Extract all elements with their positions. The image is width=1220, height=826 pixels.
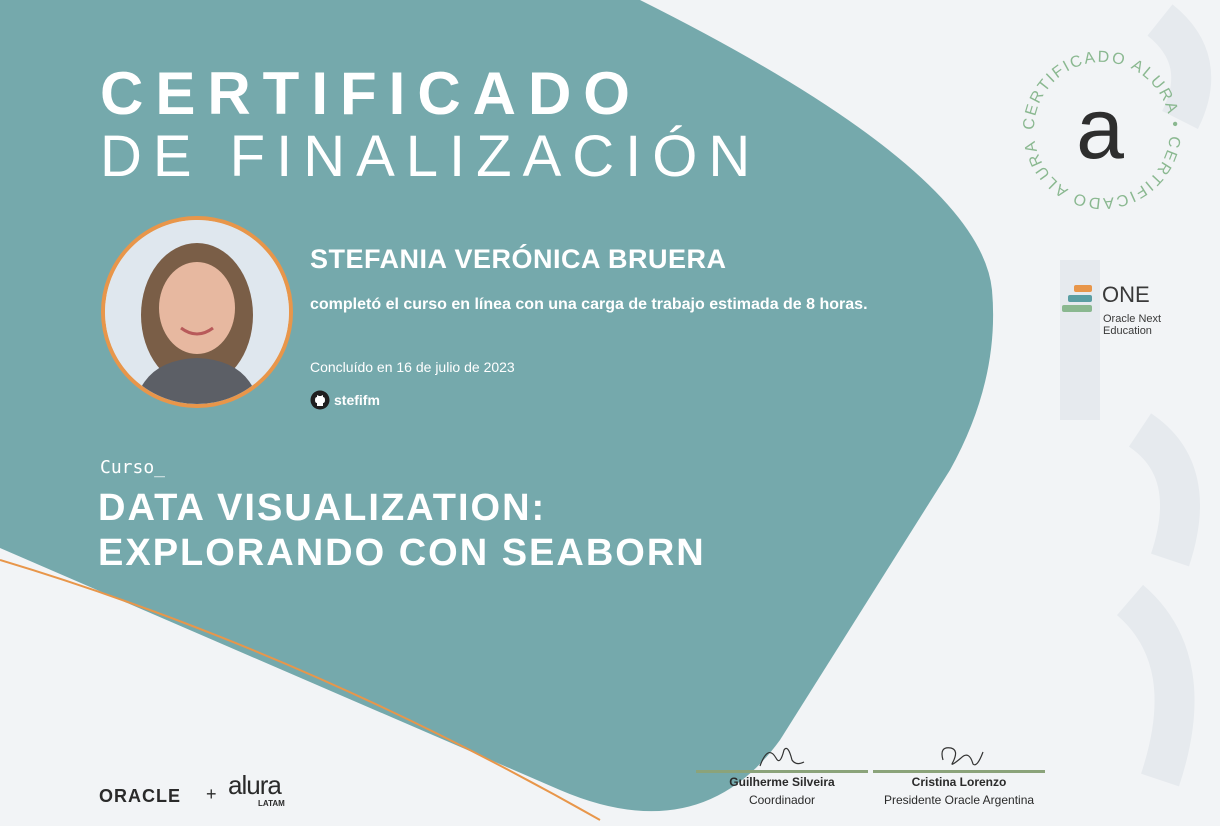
course-title-line-2: EXPLORANDO CON SEABORN bbox=[98, 532, 706, 574]
one-subtitle bbox=[1103, 313, 1161, 337]
signer-role: Presidente Oracle Argentina bbox=[883, 793, 1035, 807]
signer-name: Cristina Lorenzo bbox=[911, 775, 1007, 789]
certificate-title: CERTIFICADO bbox=[100, 60, 642, 127]
seal-ring-text: CERTIFICADO ALURA • CERTIFICADO ALURA bbox=[1022, 50, 1182, 210]
completion-text: completó el curso en línea con una carga de trabajo estimada de 8 horas. bbox=[310, 296, 868, 313]
one-subtitle-line-1: Oracle Next bbox=[1103, 313, 1162, 325]
one-word: ONE bbox=[1102, 282, 1150, 307]
one-subtitle-line-2: Education bbox=[1103, 325, 1152, 337]
course-title-line-1: DATA VISUALIZATION: bbox=[98, 487, 547, 529]
oracle-logo: ORACLE bbox=[99, 786, 181, 806]
avatar-portrait-icon bbox=[105, 220, 289, 404]
signature-scribble bbox=[873, 740, 1045, 770]
signature-coordinator bbox=[696, 740, 868, 807]
github-link[interactable] bbox=[310, 390, 380, 410]
plus-sign: + bbox=[206, 784, 217, 804]
github-icon bbox=[310, 390, 330, 410]
github-handle[interactable]: stefifm bbox=[334, 392, 380, 408]
signature-president bbox=[873, 740, 1045, 807]
signature-line bbox=[873, 770, 1045, 773]
course-title bbox=[98, 486, 706, 576]
student-name: STEFANIA VERÓNICA BRUERA bbox=[310, 244, 727, 274]
alura-seal-icon bbox=[1022, 50, 1182, 210]
certificate-subtitle: DE FINALIZACIÓN bbox=[100, 124, 762, 189]
student-photo bbox=[101, 216, 293, 408]
alura-seal bbox=[1022, 50, 1182, 210]
handwritten-signature-icon bbox=[752, 740, 812, 770]
signature-scribble bbox=[696, 740, 868, 770]
signature-line bbox=[696, 770, 868, 773]
one-logo bbox=[1062, 282, 1162, 337]
completion-date: Concluído en 16 de julio de 2023 bbox=[310, 359, 515, 375]
signer-name: Guilherme Silveira bbox=[729, 775, 835, 789]
course-label: Curso_ bbox=[100, 457, 166, 478]
alura-latam-label: LATAM bbox=[258, 799, 285, 808]
one-stack-icon bbox=[1062, 285, 1096, 319]
alura-logo: alura bbox=[228, 770, 281, 800]
seal-letter: a bbox=[1076, 81, 1124, 177]
signer-role: Coordinador bbox=[748, 793, 816, 807]
handwritten-signature-icon bbox=[929, 740, 989, 770]
